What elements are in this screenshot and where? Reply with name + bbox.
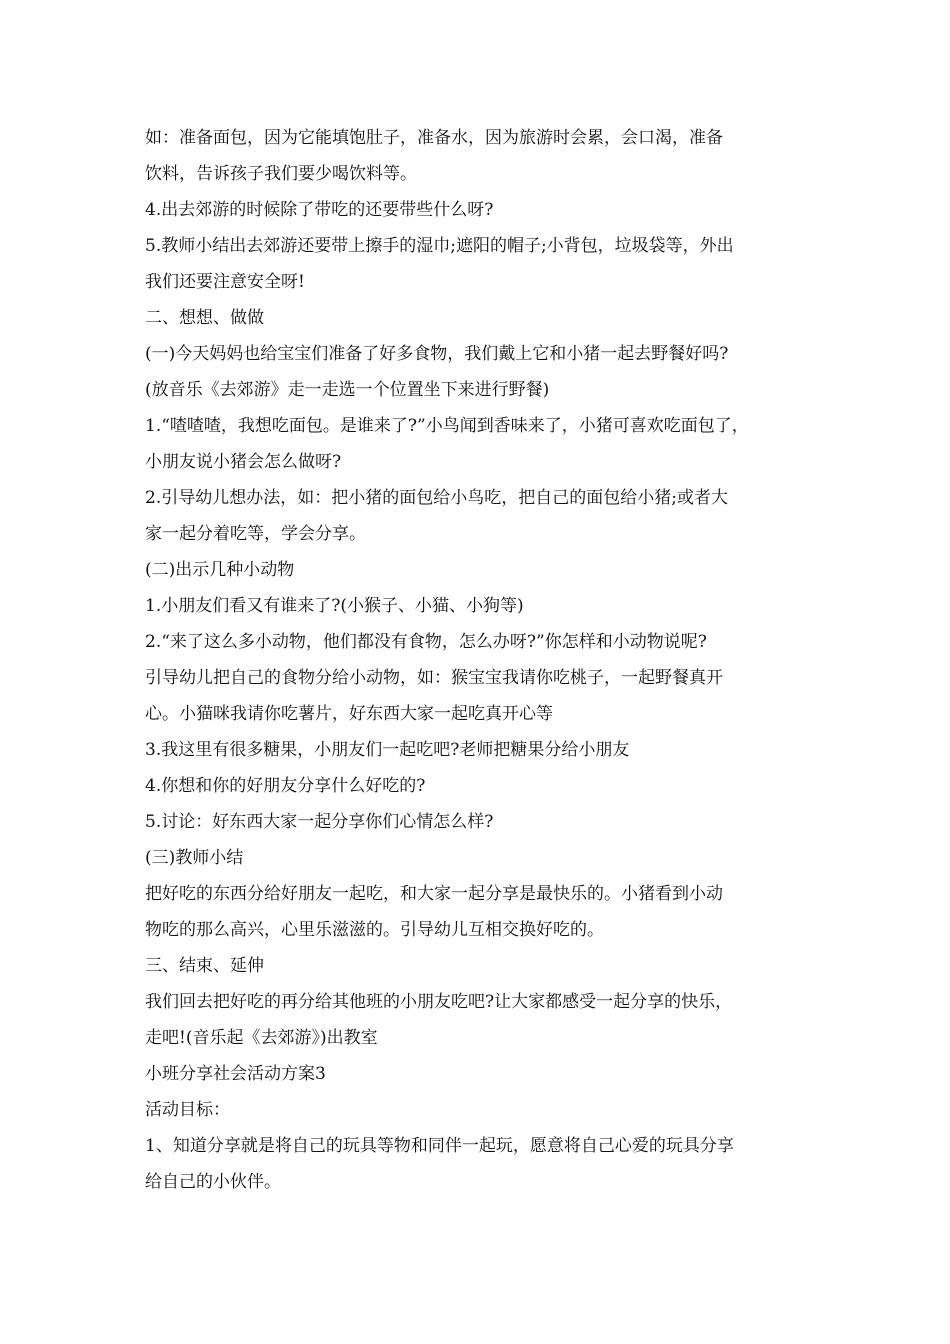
text-line: 1.小朋友们看又有谁来了?(小猴子、小猫、小狗等) — [145, 596, 524, 616]
subsection-heading: (二)出示几种小动物 — [145, 560, 295, 580]
document-body — [145, 120, 815, 1200]
text-line: 我们回去把好吃的再分给其他班的小朋友吃吧?让大家都感受一起分享的快乐， — [145, 992, 733, 1012]
text-line: 给自己的小伙伴。 — [145, 1172, 281, 1192]
text-line: 5.教师小结出去郊游还要带上擦手的湿巾;遮阳的帽子;小背包，垃圾袋等，外出 — [145, 236, 734, 256]
text-line: 3.我这里有很多糖果，小朋友们一起吃吧?老师把糖果分给小朋友 — [145, 740, 630, 760]
text-line: 2.“来了这么多小动物，他们都没有食物，怎么办呀?”你怎样和小动物说呢? — [145, 632, 707, 652]
text-line: (放音乐《去郊游》走一走选一个位置坐下来进行野餐) — [145, 380, 550, 400]
text-line: 小朋友说小猪会怎么做呀? — [145, 452, 342, 472]
text-line: (一)今天妈妈也给宝宝们准备了好多食物，我们戴上它和小猪一起去野餐好吗? — [145, 344, 729, 364]
text-line: 1、知道分享就是将自己的玩具等物和同伴一起玩，愿意将自己心爱的玩具分享 — [145, 1136, 734, 1156]
text-line: 把好吃的东西分给好朋友一起吃，和大家一起分享是最快乐的。小猪看到小动 — [145, 884, 723, 904]
section-heading: 活动目标： — [145, 1100, 230, 1120]
text-line: 饮料，告诉孩子我们要少喝饮料等。 — [145, 164, 417, 184]
text-line: 2.引导幼儿想办法，如：把小猪的面包给小鸟吃，把自己的面包给小猪;或者大 — [145, 488, 728, 508]
text-line: 4.你想和你的好朋友分享什么好吃的? — [145, 776, 426, 796]
plan-title: 小班分享社会活动方案3 — [145, 1064, 326, 1084]
text-line: 引导幼儿把自己的食物分给小动物，如：猴宝宝我请你吃桃子，一起野餐真开 — [145, 668, 723, 688]
text-line: 1.“喳喳喳，我想吃面包。是谁来了?”小鸟闻到香味来了，小猪可喜欢吃面包了， — [145, 416, 749, 436]
section-heading: 二、想想、做做 — [145, 308, 264, 328]
text-line: 5.讨论：好东西大家一起分享你们心情怎么样? — [145, 812, 494, 832]
subsection-heading: (三)教师小结 — [145, 848, 244, 868]
text-line: 心。小猫咪我请你吃薯片，好东西大家一起吃真开心等 — [145, 704, 553, 724]
text-line: 家一起分着吃等，学会分享。 — [145, 524, 366, 544]
text-line: 我们还要注意安全呀! — [145, 272, 305, 292]
text-line: 如：准备面包，因为它能填饱肚子，准备水，因为旅游时会累，会口渴，准备 — [145, 128, 723, 148]
text-line: 4.出去郊游的时候除了带吃的还要带些什么呀? — [145, 200, 494, 220]
text-line: 走吧!(音乐起《去郊游》)出教室 — [145, 1028, 378, 1048]
section-heading: 三、结束、延伸 — [145, 956, 264, 976]
text-line: 物吃的那么高兴，心里乐滋滋的。引导幼儿互相交换好吃的。 — [145, 920, 604, 940]
